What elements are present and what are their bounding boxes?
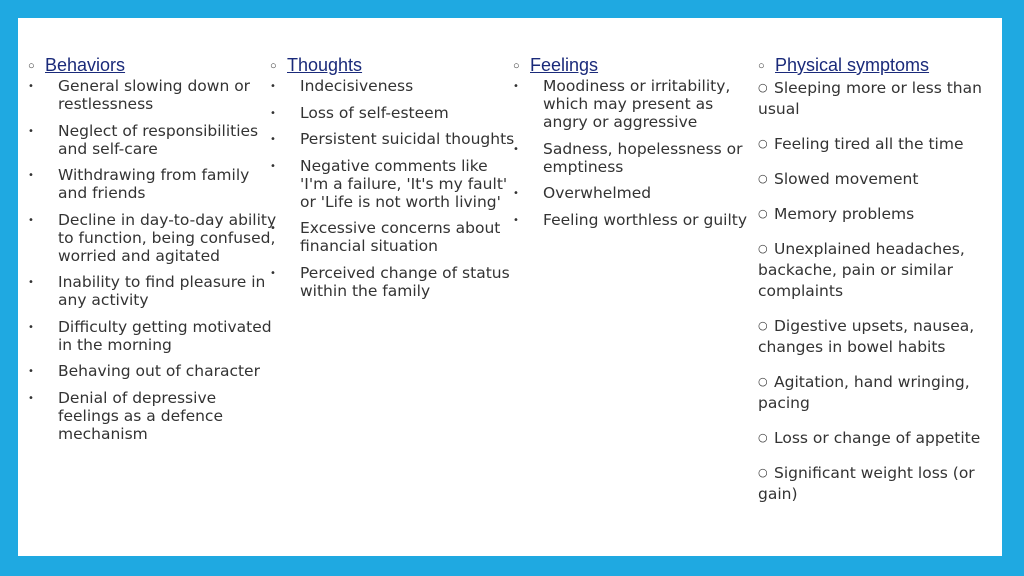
open-circle-bullet-icon: ○ (758, 207, 768, 220)
open-circle-bullet-icon: ○ (513, 60, 520, 72)
list-item: • Perceived change of status within the family (270, 264, 518, 300)
open-circle-bullet-icon: ○ (270, 60, 277, 72)
list-item: • Overwhelmed (513, 184, 753, 202)
behaviors-list (28, 77, 278, 443)
open-circle-bullet-icon: ○ (758, 81, 768, 94)
list-item: • Indecisiveness (270, 77, 518, 95)
open-circle-bullet-icon: ○ (758, 319, 768, 332)
thoughts-heading: ○ Thoughts (270, 55, 363, 75)
list-item: • Inability to find pleasure in any activity (28, 273, 278, 309)
list-item: ○ Slowed movement (758, 170, 919, 188)
slide (18, 18, 1002, 556)
physical-symptoms-list (758, 77, 990, 505)
open-circle-bullet-icon: ○ (758, 431, 768, 444)
list-item: ○ Agitation, hand wringing, pacing (758, 373, 970, 412)
behaviors-column (28, 54, 278, 451)
list-item: ○ Feeling tired all the time (758, 135, 964, 153)
behaviors-heading: ○ Behaviors (28, 55, 126, 75)
feelings-heading: ○ Feelings (513, 55, 599, 75)
open-circle-bullet-icon: ○ (758, 60, 765, 72)
list-item: ○ Digestive upsets, nausea, changes in bowel habits (758, 317, 975, 356)
list-item: • Feeling worthless or guilty (513, 211, 753, 229)
list-item: • Sadness, hopelessness or emptiness (513, 140, 753, 176)
list-item: • Difficulty getting motivated in the morning (28, 318, 278, 354)
list-item: ○ Loss or change of appetite (758, 429, 981, 447)
list-item: • Behaving out of character (28, 362, 278, 380)
feelings-column (513, 54, 753, 237)
thoughts-list (270, 77, 518, 300)
list-item: • Excessive concerns about financial situation (270, 219, 518, 255)
list-item: • Decline in day-to-day ability to function, being confused, worried and agitated (28, 211, 278, 265)
list-item: • Persistent suicidal thoughts (270, 130, 518, 148)
list-item: ○ Significant weight loss (or gain) (758, 464, 975, 503)
list-item: ○ Unexplained headaches, backache, pain or similar complaints (758, 240, 965, 300)
feelings-list (513, 77, 753, 229)
open-circle-bullet-icon: ○ (28, 60, 35, 72)
list-item: • Moodiness or irritability, which may present as angry or aggressive (513, 77, 753, 131)
list-item: ○ Sleeping more or less than usual (758, 79, 982, 118)
list-item: • Withdrawing from family and friends (28, 166, 278, 202)
open-circle-bullet-icon: ○ (758, 375, 768, 388)
open-circle-bullet-icon: ○ (758, 242, 768, 255)
open-circle-bullet-icon: ○ (758, 137, 768, 150)
physical-symptoms-heading: ○ Physical symptoms (758, 55, 930, 75)
list-item: • Denial of depressive feelings as a defence mechanism (28, 389, 278, 443)
thoughts-column (270, 54, 518, 308)
list-item: ○ Memory problems (758, 205, 915, 223)
physical-symptoms-column (758, 54, 990, 518)
open-circle-bullet-icon: ○ (758, 466, 768, 479)
list-item: • General slowing down or restlessness (28, 77, 278, 113)
list-item: • Neglect of responsibilities and self-care (28, 122, 278, 158)
list-item: • Loss of self-esteem (270, 104, 518, 122)
open-circle-bullet-icon: ○ (758, 172, 768, 185)
list-item: • Negative comments like 'I'm a failure, 'It's my fault' or 'Life is not worth living' (270, 157, 518, 211)
